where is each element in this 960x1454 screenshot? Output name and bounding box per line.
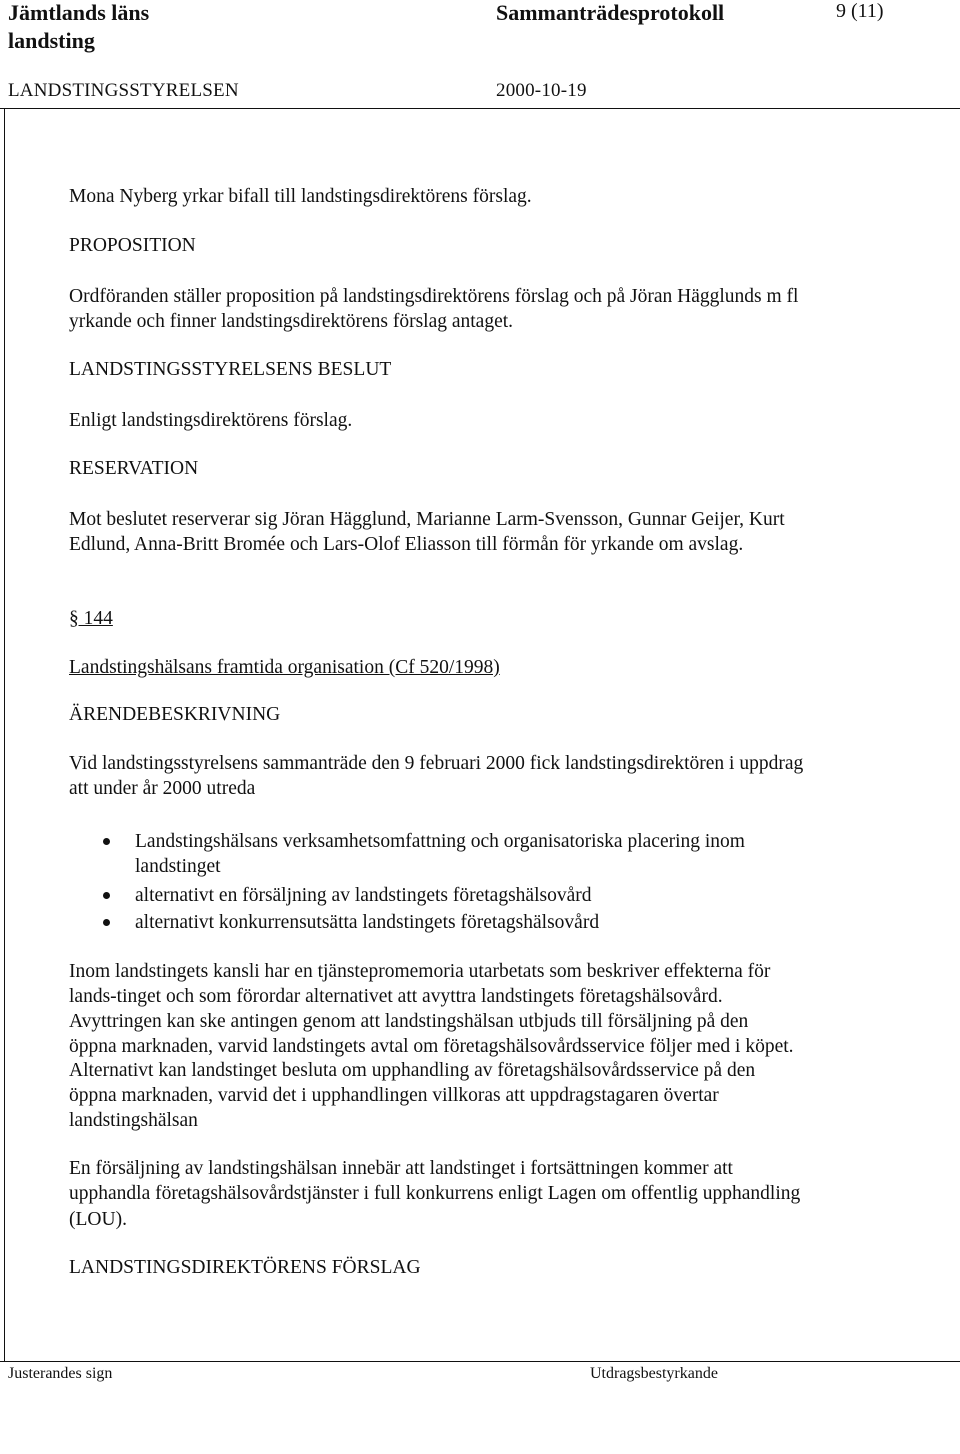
bullet-icon xyxy=(103,838,110,845)
proposition-text-line1: Ordföranden ställer proposition på landstingsdirektörens förslag och på Jöran Hägglunds m fl xyxy=(69,286,799,307)
reservation-text-line1: Mot beslutet reserverar sig Jöran Hägglund, Marianne Larm-Svensson, Gunnar Geijer, Kurt xyxy=(69,509,785,530)
agenda-item-title: Landstingshälsans framtida organisation (Cf 520/1998) xyxy=(69,657,500,678)
org-name-line1: Jämtlands läns xyxy=(8,0,150,25)
motion-text: Mona Nyberg yrkar bifall till landstingsdirektörens förslag. xyxy=(69,186,532,207)
case-description-line2: att under år 2000 utreda xyxy=(69,778,256,799)
memo-text-line4: öppna marknaden, varvid landstingets avtal om företagshälsovårdsservice följer med i köpet. xyxy=(69,1036,794,1057)
bullet-item-3: alternativt konkurrensutsätta landstingets företagshälsovård xyxy=(135,912,600,933)
memo-text-line7: landstingshälsan xyxy=(69,1110,198,1131)
org-name-line2: landsting xyxy=(8,28,95,53)
heading-arendebeskrivning: ÄRENDEBESKRIVNING xyxy=(69,704,281,725)
left-margin-rule xyxy=(4,108,5,1362)
beslut-text: Enligt landstingsdirektörens förslag. xyxy=(69,410,353,431)
sale-text-line3: (LOU). xyxy=(69,1209,127,1230)
footer-justerandes-sign: Justerandes sign xyxy=(8,1365,113,1382)
meeting-date: 2000-10-19 xyxy=(496,80,587,101)
bullet-item-2: alternativt en försäljning av landstingets företagshälsovård xyxy=(135,885,592,906)
bullet-item-1-line1: Landstingshälsans verksamhetsomfattning och organisatoriska placering inom xyxy=(135,831,745,852)
page-number: 9 (11) xyxy=(836,0,884,22)
case-description-line1: Vid landstingsstyrelsens sammanträde den 9 februari 2000 fick landstingsdirektören i uppdrag xyxy=(69,753,804,774)
heading-forslag: LANDSTINGSDIREKTÖRENS FÖRSLAG xyxy=(69,1257,421,1278)
heading-reservation: RESERVATION xyxy=(69,458,199,479)
heading-beslut: LANDSTINGSSTYRELSENS BESLUT xyxy=(69,359,392,380)
proposition-text-line2: yrkande och finner landstingsdirektörens förslag antaget. xyxy=(69,311,514,332)
heading-proposition: PROPOSITION xyxy=(69,235,196,256)
sale-text-line2: upphandla företagshälsovårdstjänster i full konkurrens enligt Lagen om offentlig upphandling xyxy=(69,1183,801,1204)
sale-text-line1: En försäljning av landstingshälsan innebär att landstinget i fortsättningen kommer att xyxy=(69,1158,733,1179)
reservation-text-line2: Edlund, Anna-Britt Bromée och Lars-Olof Eliasson till förmån för yrkande om avslag. xyxy=(69,534,744,555)
header-rule xyxy=(0,108,960,109)
paragraph-number: § 144 xyxy=(69,608,113,629)
bullet-item-1-line2: landstinget xyxy=(135,856,221,877)
memo-text-line6: öppna marknaden, varvid det i upphandlingen villkoras att uppdragstagaren övertar xyxy=(69,1085,719,1106)
committee-name: LANDSTINGSSTYRELSEN xyxy=(8,80,239,101)
footer-rule xyxy=(0,1361,960,1362)
memo-text-line1: Inom landstingets kansli har en tjänstepromemoria utarbetats som beskriver effekterna för xyxy=(69,961,771,982)
document-type: Sammanträdesprotokoll xyxy=(496,0,725,25)
bullet-icon xyxy=(103,892,110,899)
memo-text-line2: lands-tinget och som förordar alternativet att avyttra landstingets företagshälsovård. xyxy=(69,986,723,1007)
footer-utdragsbestyrkande: Utdragsbestyrkande xyxy=(590,1365,718,1382)
memo-text-line3: Avyttringen kan ske antingen genom att landstingshälsan utbjuds till försäljning på den xyxy=(69,1011,749,1032)
bullet-icon xyxy=(103,919,110,926)
memo-text-line5: Alternativt kan landstinget besluta om upphandling av företagshälsovårdsservice på den xyxy=(69,1060,756,1081)
